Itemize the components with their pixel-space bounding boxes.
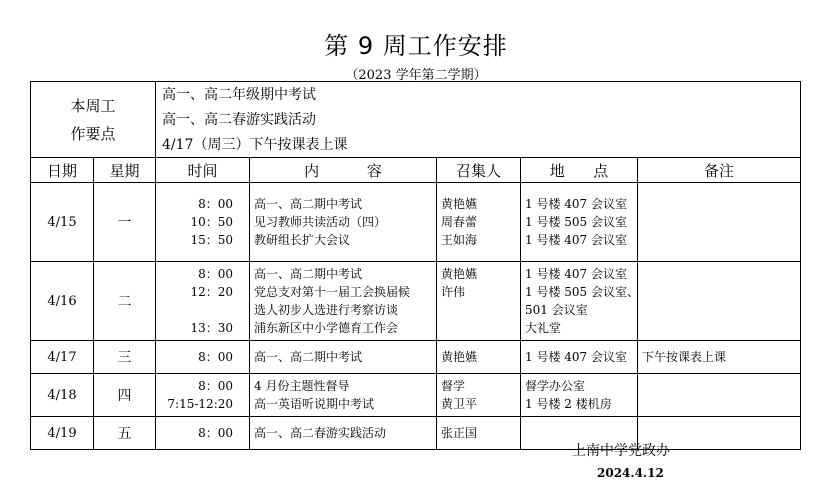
row-times-line: 8：00	[198, 267, 234, 281]
row-conveners	[437, 341, 521, 374]
row-times-line: 8：00	[198, 197, 234, 211]
schedule-row	[31, 262, 801, 341]
row-times	[156, 262, 250, 341]
row-times	[156, 417, 250, 450]
footer-organization: 上南中学党政办	[572, 443, 670, 459]
row-conveners-line: 许伟	[441, 285, 466, 299]
row-contents-line: 党总支对第十一届工会换届候	[254, 285, 411, 299]
schedule-table	[30, 81, 801, 450]
row-date: 4/18	[31, 374, 94, 417]
row-contents-line: 选人初步人选进行考察访谈	[254, 303, 399, 317]
row-weekday: 五	[94, 417, 156, 450]
row-conveners-line	[441, 301, 516, 319]
row-places-line: 501 会议室	[525, 303, 588, 317]
row-places	[521, 341, 638, 374]
row-places-line: 1 号楼 407 会议室	[525, 233, 627, 247]
row-note	[638, 262, 801, 341]
header-place: 地 点	[521, 158, 638, 183]
row-contents	[250, 417, 437, 450]
row-date: 4/17	[31, 341, 94, 374]
row-conveners-line	[441, 319, 516, 337]
summary-items	[156, 82, 801, 158]
row-conveners-line: 督学	[441, 379, 466, 393]
row-conveners-line: 黄艳嬿	[441, 197, 478, 211]
row-conveners-line: 周春蕾	[441, 215, 478, 229]
row-weekday: 四	[94, 374, 156, 417]
row-weekday: 三	[94, 341, 156, 374]
schedule-row	[31, 183, 801, 262]
row-weekday: 二	[94, 262, 156, 341]
summary-item: 4/17（周三）下午按课表上课	[162, 137, 348, 153]
row-conveners-line: 王如海	[441, 233, 478, 247]
row-contents-line: 高一、高二期中考试	[254, 197, 363, 211]
schedule-row	[31, 341, 801, 374]
row-contents	[250, 183, 437, 262]
row-weekday: 一	[94, 183, 156, 262]
row-contents-line: 高一、高二期中考试	[254, 350, 363, 364]
page-subtitle: （2023 学年第二学期）	[345, 68, 487, 83]
row-places	[521, 183, 638, 262]
row-contents-line: 教研组长扩大会议	[254, 233, 351, 247]
row-places-line: 1 号楼 407 会议室	[525, 350, 627, 364]
row-conveners-line: 黄艳嬿	[441, 267, 478, 281]
row-contents-line: 见习教师共读活动（四）	[254, 215, 387, 229]
header-time: 时间	[156, 158, 250, 183]
header-row	[31, 158, 801, 183]
row-conveners	[437, 417, 521, 450]
row-places-line: 督学办公室	[525, 379, 586, 393]
page-title: 第 9 周工作安排	[324, 32, 508, 60]
row-places	[521, 262, 638, 341]
row-places-line: 1 号楼 2 楼机房	[525, 397, 612, 411]
summary-label-line1: 本周工	[70, 96, 116, 115]
row-conveners-line: 张正国	[441, 426, 478, 440]
row-contents-line: 高一、高二春游实践活动	[254, 426, 387, 440]
row-places-line: 1 号楼 407 会议室	[525, 197, 627, 211]
header-note: 备注	[638, 158, 801, 183]
row-note: 下午按课表上课	[638, 341, 801, 374]
summary-label	[31, 82, 156, 158]
row-times-line: 8：00	[198, 426, 234, 440]
row-times	[156, 183, 250, 262]
header-convener: 召集人	[437, 158, 521, 183]
row-times-line: 13：30	[190, 321, 234, 335]
row-conveners	[437, 183, 521, 262]
schedule-row	[31, 374, 801, 417]
row-contents	[250, 262, 437, 341]
row-date: 4/19	[31, 417, 94, 450]
summary-label-line2: 作要点	[70, 124, 116, 143]
row-places	[521, 374, 638, 417]
row-contents-line: 浦东新区中小学德育工作会	[254, 321, 399, 335]
row-places-line: 大礼堂	[525, 321, 562, 335]
row-times-line: 15：50	[190, 233, 234, 247]
row-times	[156, 374, 250, 417]
row-conveners	[437, 374, 521, 417]
header-date: 日期	[31, 158, 94, 183]
row-places-line: 1 号楼 407 会议室	[525, 267, 627, 281]
row-places-line: 1 号楼 505 会议室	[525, 215, 627, 229]
row-date: 4/15	[31, 183, 94, 262]
row-times-line: 8：00	[198, 350, 234, 364]
summary-item: 高一、高二年级期中考试	[162, 87, 317, 103]
row-conveners	[437, 262, 521, 341]
row-contents-line: 高一、高二期中考试	[254, 267, 363, 281]
row-times-line: 12：20	[190, 285, 234, 299]
row-note	[638, 374, 801, 417]
row-conveners-line: 黄卫平	[441, 397, 478, 411]
summary-row	[31, 82, 801, 158]
header-content: 内 容	[250, 158, 437, 183]
row-times	[156, 341, 250, 374]
row-contents-line: 4 月份主题性督导	[254, 379, 350, 393]
header-weekday: 星期	[94, 158, 156, 183]
row-conveners-line: 黄艳嬿	[441, 350, 478, 364]
row-places-line: 1 号楼 505 会议室、	[525, 285, 639, 299]
row-times-line: 8：00	[198, 379, 234, 393]
schedule-row	[31, 417, 801, 450]
row-times-line: 10：50	[190, 215, 234, 229]
row-contents	[250, 341, 437, 374]
row-contents	[250, 374, 437, 417]
row-times-line: 7:15-12:20	[167, 397, 234, 411]
summary-item: 高一、高二春游实践活动	[162, 112, 317, 128]
footer-date: 2024.4.12	[597, 466, 664, 480]
row-times-line	[160, 301, 233, 319]
row-note	[638, 183, 801, 262]
row-contents-line: 高一英语听说期中考试	[254, 397, 375, 411]
row-date: 4/16	[31, 262, 94, 341]
